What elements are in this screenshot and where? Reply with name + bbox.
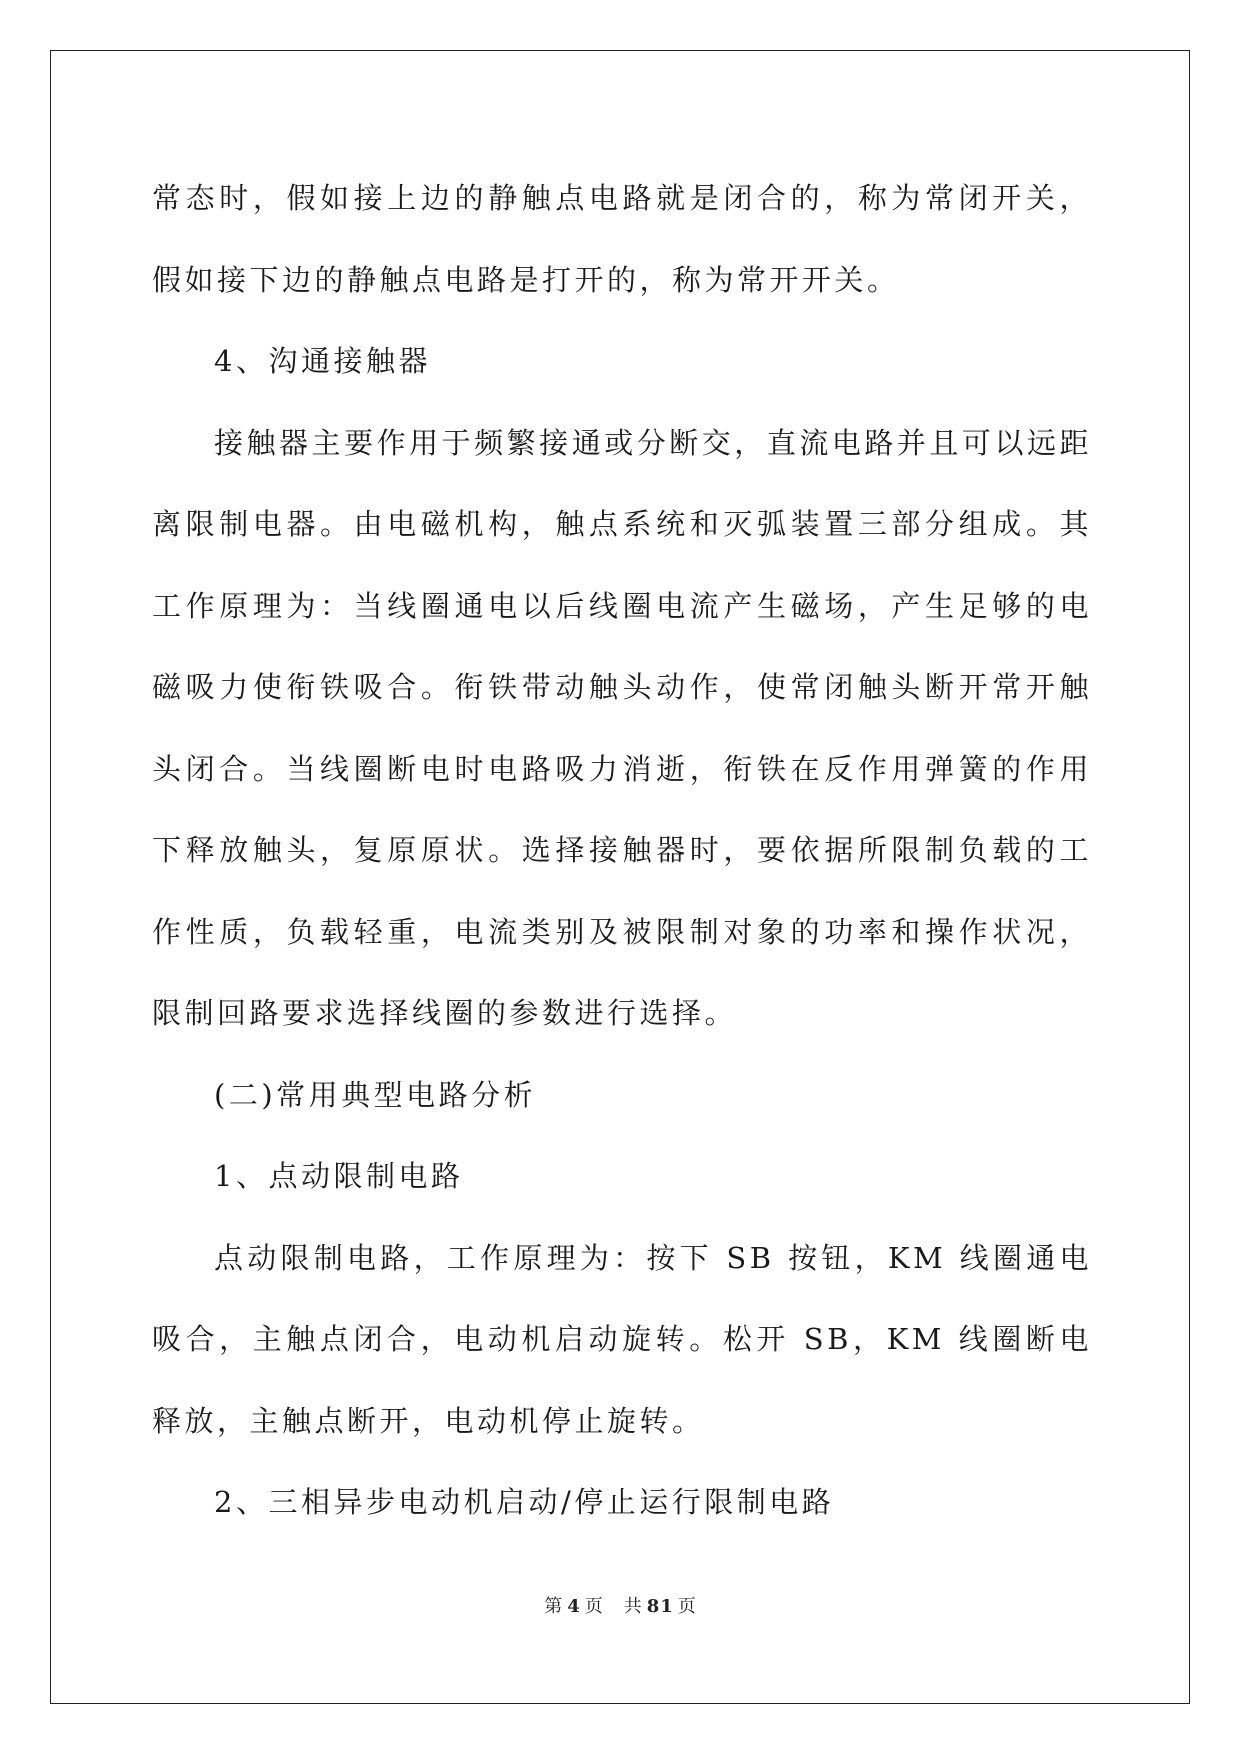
- footer-total-pages: 81: [646, 1596, 674, 1617]
- section-heading-jog-control: 1、点动限制电路: [214, 1159, 464, 1193]
- section-heading-start-stop-circuit: 2、三相异步电动机启动/停止运行限制电路: [214, 1485, 835, 1519]
- paragraph-1: 常态时，假如接上边的静触点电路就是闭合的，称为常闭开关，假如接下边的静触点电路是打开的，称为常开开关。: [152, 181, 1092, 297]
- footer-total-prefix: 共: [623, 1596, 643, 1617]
- footer-page-suffix: 页: [584, 1596, 604, 1617]
- section-heading-typical-circuits: (二)常用典型电路分析: [214, 1077, 537, 1112]
- section-heading-contactor: 4、沟通接触器: [214, 344, 431, 378]
- footer-page-prefix: 第: [544, 1596, 564, 1617]
- page-footer: [0, 1592, 1241, 1618]
- paragraph-contactor-description: 接触器主要作用于频繁接通或分断交，直流电路并且可以远距离限制电器。由电磁机构，触点系统和灭弧装置三部分组成。其工作原理为：当线圈通电以后线圈电流产生磁场，产生足够的电磁吸力使衔铁吸合。衔铁带动触头动作，使常闭触头断开常开触头闭合。当线圈断电时电路吸力消逝，衔铁在反作用弹簧的作用下释放触头，复原原状。选择接触器时，要依据所限制负载的工作性质，负载轻重，电流类别及被限制对象的功率和操作状况，限制回路要求选择线圈的参数进行选择。: [152, 425, 1092, 1030]
- footer-page-number: 4: [567, 1596, 581, 1617]
- paragraph-jog-control-description: 点动限制电路，工作原理为：按下 SB 按钮，KM 线圈通电吸合，主触点闭合，电动机启动旋转。松开 SB，KM 线圈断电释放，主触点断开，电动机停止旋转。: [152, 1240, 1092, 1438]
- footer-total-suffix: 页: [677, 1596, 697, 1617]
- document-body: [152, 158, 1092, 1544]
